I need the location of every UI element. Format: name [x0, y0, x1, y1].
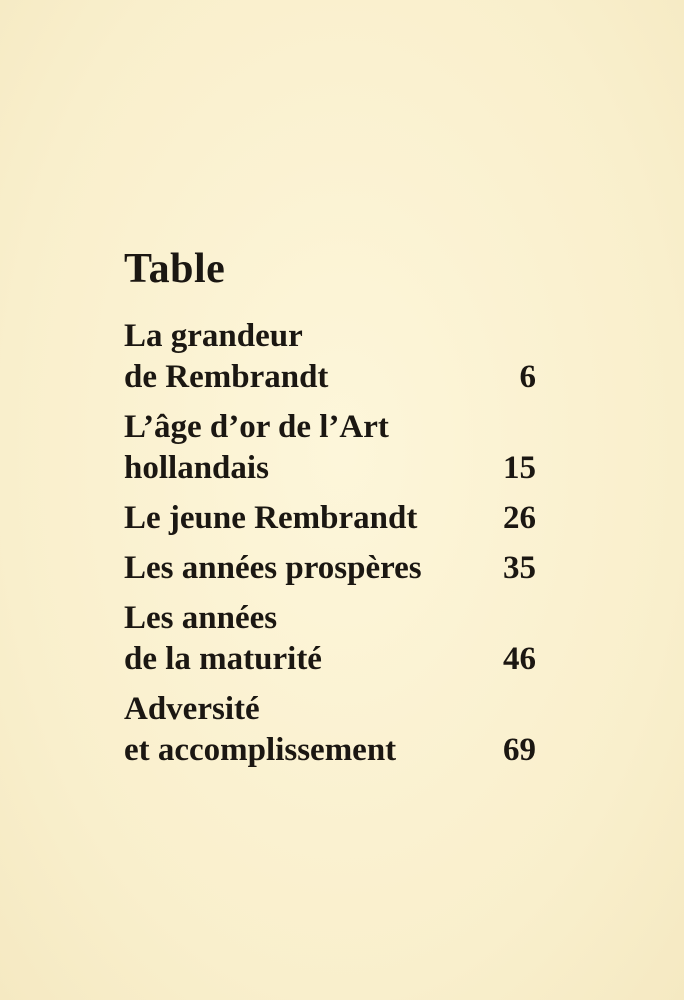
toc-entry — [124, 498, 536, 539]
toc-entry-title-line: Adversité — [124, 691, 260, 727]
toc-title: Table — [124, 246, 226, 292]
toc-entry-page-number: 15 — [503, 450, 536, 486]
toc-entry — [124, 689, 536, 771]
toc-entry-title-line: Les années prospères — [124, 550, 422, 586]
toc-entry-title-line: Les années — [124, 600, 278, 636]
toc-list — [124, 316, 536, 771]
toc-entry — [124, 548, 536, 589]
toc-entry-title-line: hollandais — [124, 450, 269, 486]
toc-entry-page-number: 6 — [519, 359, 536, 395]
toc-entry — [124, 407, 536, 489]
toc-entry-page-number: 26 — [503, 500, 536, 536]
toc-entry-title-line: La grandeur — [124, 318, 303, 354]
toc-entry — [124, 316, 536, 398]
toc-entry — [124, 598, 536, 680]
toc-entry-title-line: de Rembrandt — [124, 359, 329, 395]
toc-entry-page-number: 35 — [503, 550, 536, 586]
toc-entry-title-line: de la maturité — [124, 641, 322, 677]
toc-entry-title-line: Le jeune Rembrandt — [124, 500, 418, 536]
toc-entry-title-line: et accomplissement — [124, 732, 397, 768]
toc-entry-page-number: 46 — [503, 641, 536, 677]
toc-entry-title-line: L’âge d’or de l’Art — [124, 409, 389, 445]
toc-entry-page-number: 69 — [503, 732, 536, 768]
